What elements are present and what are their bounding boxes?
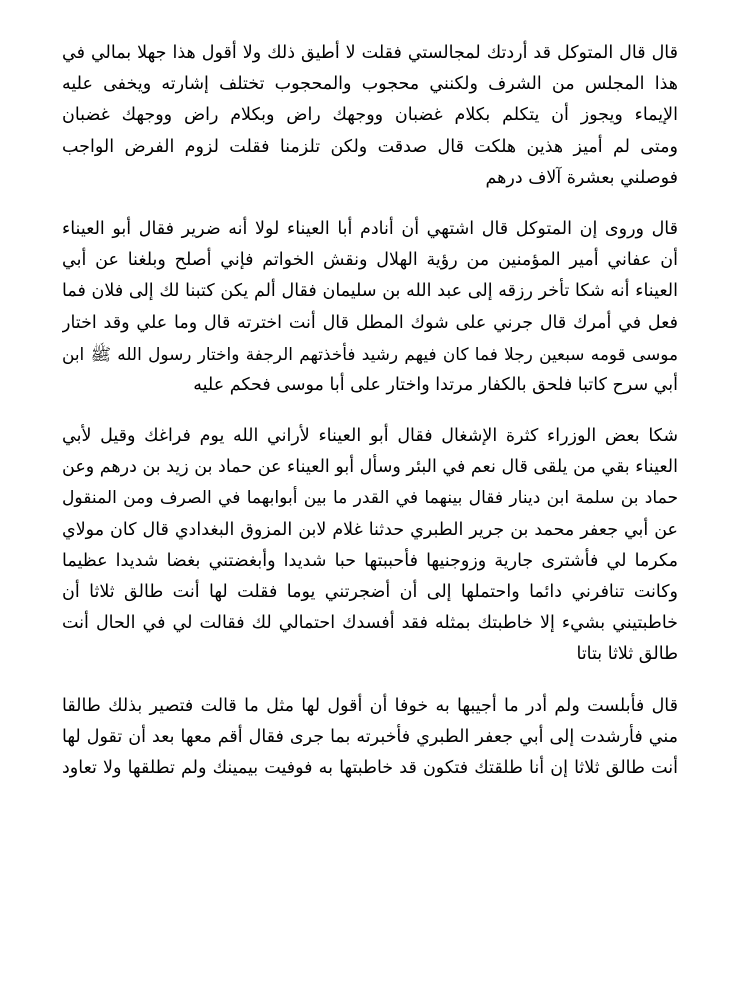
- text-line: ومتى لم أميز هذين هلكت قال صدقت ولكن تلزمنا فقلت لزوم الفرض الواجب: [62, 136, 678, 157]
- text-line: عن أبي جعفر محمد بن جرير الطبري حدثنا غلام لابن المزوق البغدادي قال كان مولاي: [62, 519, 678, 540]
- text-line: قال فأبلست ولم أدر ما أجيبها به خوفا أن أقول لها مثل ما قالت فتصير بذلك طالقا: [62, 695, 678, 716]
- text-line: وكانت تنافرني دائما واحتملها إلى أن أضجرتني يوما فقلت لها أنت طالق ثلاثا أن: [62, 582, 678, 602]
- paragraph-1: [62, 38, 678, 194]
- text-line: أبي سرح كاتبا فلحق بالكفار مرتدا واختار على أبا موسى فحكم عليه: [193, 374, 678, 395]
- text-line: العيناء أنه شكا تأخر رزقه إلى عبد الله بن سليمان فقال ألم يكن كتبنا لك إلى فلان فما: [62, 281, 678, 302]
- text-line: العيناء بقي من يلقى قال نعم في البئر وسأل أبو العيناء عن حماد بن زيد بن درهم وعن: [62, 457, 678, 478]
- text-line: أن عفاني أمير المؤمنين من رؤية الهلال ونقش الخواتم فإني أصلح وبلغنا عن أبي: [62, 250, 678, 271]
- text-line: موسى قومه سبعين رجلا فما كان فيهم رشيد فأخذتهم الرجفة واختار رسول الله ﷺ ابن: [62, 343, 678, 364]
- text-line: فعل في أمرك قال جرني على شوك المطل قال أنت اخترته قال وما علي وقد اختار: [62, 312, 678, 333]
- text-line: شكا بعض الوزراء كثرة الإشغال فقال أبو العيناء لأراني الله يوم فراغك وقيل لأبي: [62, 426, 678, 447]
- text-line: هذا المجلس من الشرف ولكنني محجوب والمحجوب تختلف إشارته ويخفى عليه: [62, 74, 678, 95]
- text-line: مكرما لي فأشترى جارية وزوجنيها فأحببتها حبا شديدا وأبغضتني بغضا شديدا عظيما: [62, 550, 678, 571]
- text-line: أنت طالق ثلاثا إن أنا طلقتك فتكون قد خاطبتها به فوفيت بيمينك ولم تطلقها ولا تعاود: [62, 757, 678, 778]
- text-line: قال قال المتوكل قد أردتك لمجالستي فقلت لا أطيق ذلك ولا أقول هذا جهلا بمالي في: [62, 43, 678, 63]
- text-line: طالق ثلاثا بتاتا: [576, 644, 678, 665]
- paragraph-2: [62, 214, 678, 401]
- text-line: قال وروى إن المتوكل قال اشتهي أن أنادم أبا العيناء لولا أنه ضرير فقال أبو العيناء: [62, 218, 678, 239]
- text-line: خاطبتيني بشيء إلا خاطبتك بمثله فقد أفسدك احتمالي لك فقالت لي في الحال أنت: [62, 613, 678, 634]
- document-page: [62, 38, 678, 804]
- text-line: فوصلني بعشرة آلاف درهم: [485, 167, 678, 188]
- text-line: مني فأرشدت إلى أبي جعفر الطبري فأخبرته بما جرى فقال أقم معها بعد أن تقول لها: [62, 726, 678, 747]
- text-line: الإيماء ويجوز أن يتكلم بكلام غضبان ووجهك راض وبكلام راض ووجهك غضبان: [62, 105, 678, 126]
- text-line: حماد بن سلمة ابن دينار فقال بينهما في القدر ما بين أبوابهما في الصرف ومن المنقول: [62, 488, 678, 509]
- paragraph-3: [62, 421, 678, 671]
- paragraph-4: [62, 691, 678, 785]
